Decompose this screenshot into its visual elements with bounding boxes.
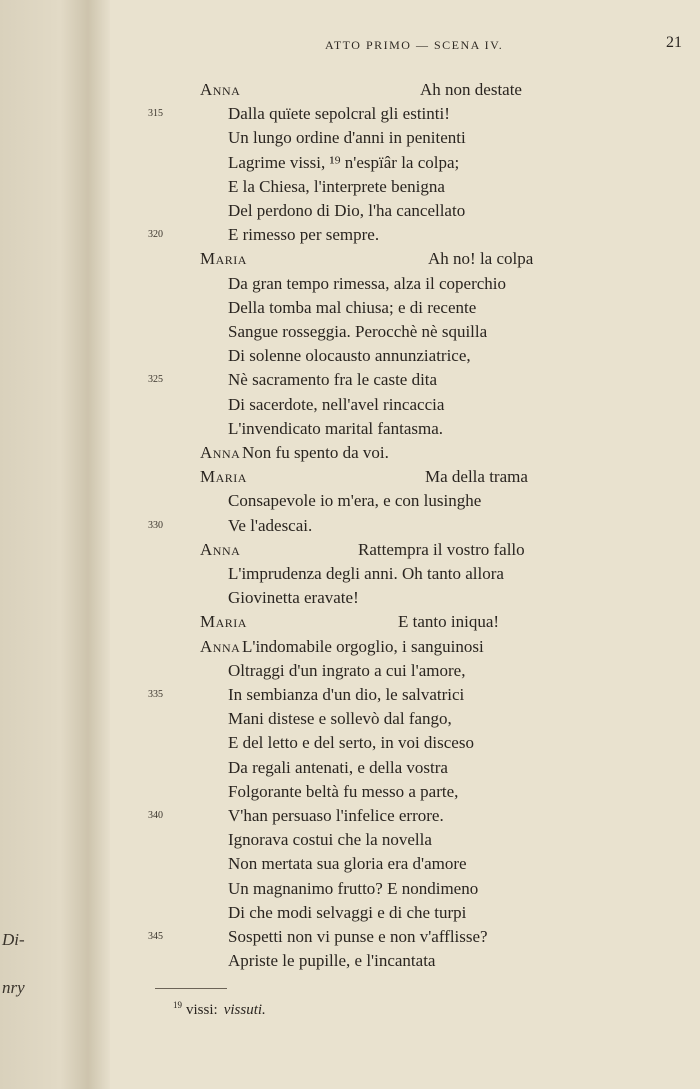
verse-text: V'han persuaso l'infelice errore. bbox=[228, 806, 444, 825]
verse-text: Ignorava costui che la novella bbox=[228, 830, 432, 849]
verse-line bbox=[110, 659, 700, 683]
verse-line bbox=[110, 852, 700, 876]
verse-text: E la Chiesa, l'interprete benigna bbox=[228, 177, 445, 196]
verse-text: E tanto iniqua! bbox=[398, 612, 500, 631]
verse-line bbox=[110, 441, 700, 465]
gutter bbox=[0, 0, 110, 1089]
verse-line bbox=[110, 175, 700, 199]
verse-text: Della tomba mal chiusa; e di recente bbox=[228, 298, 477, 317]
margin-word: Di- bbox=[2, 930, 25, 949]
line-number: 340 bbox=[148, 810, 163, 821]
verse-text: Oltraggi d'un ingrato a cui l'amore, bbox=[228, 661, 466, 680]
verse-text: Un lungo ordine d'anni in penitenti bbox=[228, 128, 466, 147]
verse-line bbox=[110, 804, 700, 828]
footnote-rule bbox=[155, 988, 227, 989]
verse-text: Ve l'adescai. bbox=[228, 516, 313, 535]
page bbox=[110, 0, 700, 1089]
verse-line bbox=[110, 707, 700, 731]
verse-text: L'imprudenza degli anni. Oh tanto allora bbox=[228, 564, 504, 583]
verse-line bbox=[110, 586, 700, 610]
verse-line bbox=[110, 610, 700, 634]
footnote-number: 19 bbox=[173, 1000, 182, 1010]
verse-line bbox=[110, 272, 700, 296]
verse-text: Dalla quïete sepolcral gli estinti! bbox=[228, 104, 450, 123]
verse-text: Ah non destate bbox=[420, 80, 522, 99]
verse-text: Di che modi selvaggi e di che turpi bbox=[228, 903, 467, 922]
line-number: 330 bbox=[148, 520, 163, 531]
verse-text: L'indomabile orgoglio, i sanguinosi bbox=[242, 637, 484, 656]
verse-line bbox=[110, 756, 700, 780]
verse-text: Sangue rosseggia. Perocchè nè squilla bbox=[228, 322, 488, 341]
verse-text: In sembianza d'un dio, le salvatrici bbox=[228, 685, 465, 704]
verse-text: Apriste le pupille, e l'incantata bbox=[228, 951, 436, 970]
footnote bbox=[173, 1000, 266, 1019]
speaker-name: Maria bbox=[200, 249, 247, 268]
verse-line bbox=[110, 126, 700, 150]
line-number: 315 bbox=[148, 108, 163, 119]
verse-line bbox=[110, 102, 700, 126]
footnote-term: vissi: bbox=[186, 1002, 218, 1018]
verse-line bbox=[110, 223, 700, 247]
margin-word: nry bbox=[2, 978, 25, 997]
verse-text: Mani distese e sollevò dal fango, bbox=[228, 709, 452, 728]
running-head: ATTO PRIMO — SCENA IV. bbox=[325, 38, 504, 52]
speaker-name: Anna bbox=[200, 637, 241, 656]
verse-text: Da regali antenati, e della vostra bbox=[228, 758, 448, 777]
verse-text: Nè sacramento fra le caste dita bbox=[228, 370, 438, 389]
speaker-name: Anna bbox=[200, 80, 241, 99]
speaker-name: Anna bbox=[200, 540, 241, 559]
verse-text: Non mertata sua gloria era d'amore bbox=[228, 854, 467, 873]
verse-text: Sospetti non vi punse e non v'afflisse? bbox=[228, 927, 488, 946]
verse-text: E rimesso per sempre. bbox=[228, 225, 380, 244]
verse-text: Di solenne olocausto annunziatrice, bbox=[228, 346, 471, 365]
line-number: 320 bbox=[148, 229, 163, 240]
verse-line bbox=[110, 489, 700, 513]
verse-text: E del letto e del serto, in voi disceso bbox=[228, 733, 474, 752]
verse-line bbox=[110, 514, 700, 538]
verse-text: Un magnanimo frutto? E nondimeno bbox=[228, 879, 479, 898]
verse-line bbox=[110, 247, 700, 271]
verse-line bbox=[110, 780, 700, 804]
line-number: 335 bbox=[148, 689, 163, 700]
verse-line bbox=[110, 925, 700, 949]
verse-text: Rattempra il vostro fallo bbox=[358, 540, 525, 559]
verse-line bbox=[110, 199, 700, 223]
verse-text: Lagrime vissi, ¹⁹ n'espïâr la colpa; bbox=[228, 153, 460, 172]
verse-line bbox=[110, 465, 700, 489]
verse-line bbox=[110, 417, 700, 441]
verse-text: Da gran tempo rimessa, alza il coperchio bbox=[228, 274, 507, 293]
verse-text: Consapevole io m'era, e con lusinghe bbox=[228, 491, 482, 510]
verse-line bbox=[110, 344, 700, 368]
verse-text: Del perdono di Dio, l'ha cancellato bbox=[228, 201, 466, 220]
verse-line bbox=[110, 731, 700, 755]
verse-line bbox=[110, 635, 700, 659]
verse-line bbox=[110, 393, 700, 417]
verse-line bbox=[110, 949, 700, 973]
speaker-name: Anna bbox=[200, 443, 241, 462]
footnote-gloss: vissuti. bbox=[223, 1002, 266, 1018]
verse-text: Giovinetta eravate! bbox=[228, 588, 359, 607]
verse-line bbox=[110, 320, 700, 344]
verse-line bbox=[110, 828, 700, 852]
verse-line bbox=[110, 538, 700, 562]
verse-line bbox=[110, 901, 700, 925]
line-number: 325 bbox=[148, 374, 163, 385]
verse-line bbox=[110, 368, 700, 392]
verse-text: L'invendicato marital fantasma. bbox=[228, 419, 444, 438]
verse-text: Ah no! la colpa bbox=[428, 249, 534, 268]
page-number: 21 bbox=[666, 34, 682, 51]
verse-line bbox=[110, 151, 700, 175]
verse-line bbox=[110, 877, 700, 901]
verse-text: Di sacerdote, nell'avel rincaccia bbox=[228, 395, 445, 414]
verse-line bbox=[110, 296, 700, 320]
speaker-name: Maria bbox=[200, 612, 247, 631]
verse-text: Non fu spento da voi. bbox=[242, 443, 389, 462]
verse-line bbox=[110, 78, 700, 102]
verse-text: Folgorante beltà fu messo a parte, bbox=[228, 782, 459, 801]
verse-line bbox=[110, 683, 700, 707]
verse-line bbox=[110, 562, 700, 586]
verse-text: Ma della trama bbox=[425, 467, 528, 486]
line-number: 345 bbox=[148, 931, 163, 942]
speaker-name: Maria bbox=[200, 467, 247, 486]
